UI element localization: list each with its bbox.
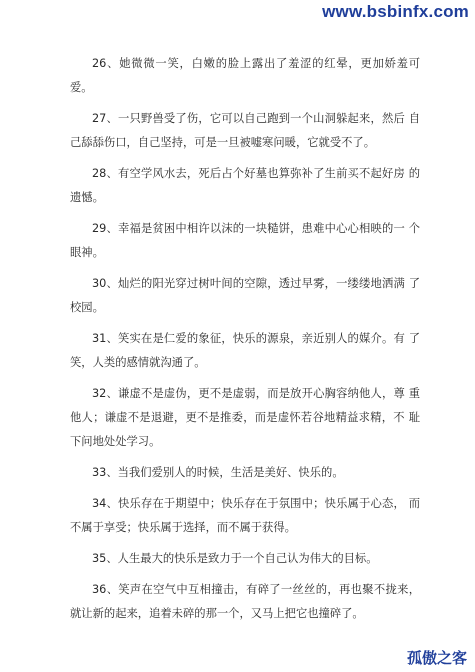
paragraph-27: 27、一只野兽受了伤，它可以自己跑到一个山洞躲起来，然后 自己舔舔伤口，自己坚持，可是一旦被嘘寒问暖，它就受不了。: [70, 112, 420, 149]
watermark-signature: 孤傲之客: [406, 649, 467, 667]
paragraph-30: 30、灿烂的阳光穿过树叶间的空隙，透过早雾，一缕缕地洒满 了校园。: [70, 277, 420, 314]
paragraph-33: 33、当我们爱别人的时候，生活是美好、快乐的。: [92, 466, 344, 479]
watermark-site-url: www.bsbinfx.com: [322, 2, 469, 21]
paragraph-29: 29、幸福是贫困中相许以沫的一块糙饼，患难中心心相映的一 个眼神。: [70, 222, 420, 259]
paragraph-35: 35、人生最大的快乐是致力于一个自己认为伟大的目标。: [92, 552, 378, 565]
paragraph-34: 34、快乐存在于期望中；快乐存在于氛围中；快乐属于心态， 而不属于享受；快乐属于选择，而不属于获得。: [70, 497, 420, 534]
paragraph-31: 31、笑实在是仁爱的象征，快乐的源泉，亲近别人的媒介。有 了笑，人类的感情就沟通了。: [70, 332, 420, 369]
paragraph-32: 32、谦虚不是虚伪，更不是虚弱，而是放开心胸容纳他人，尊 重他人；谦虚不是退避，更不是推委，而是虚怀若谷地精益求精，不 耻下问地处处学习。: [70, 387, 420, 448]
paragraph-36: 36、笑声在空气中互相撞击，有碎了一丝丝的，再也聚不拢来， 就让新的起来，追着未碎的那一个，又马上把它也撞碎了。: [70, 583, 420, 620]
paragraph-26: 26、她微微一笑，白嫩的脸上露出了羞涩的红晕，更加娇羞可爱。: [70, 57, 420, 94]
document-body: [70, 52, 420, 633]
paragraph-28: 28、有空学风水去，死后占个好墓也算弥补了生前买不起好房 的遗憾。: [70, 167, 420, 204]
